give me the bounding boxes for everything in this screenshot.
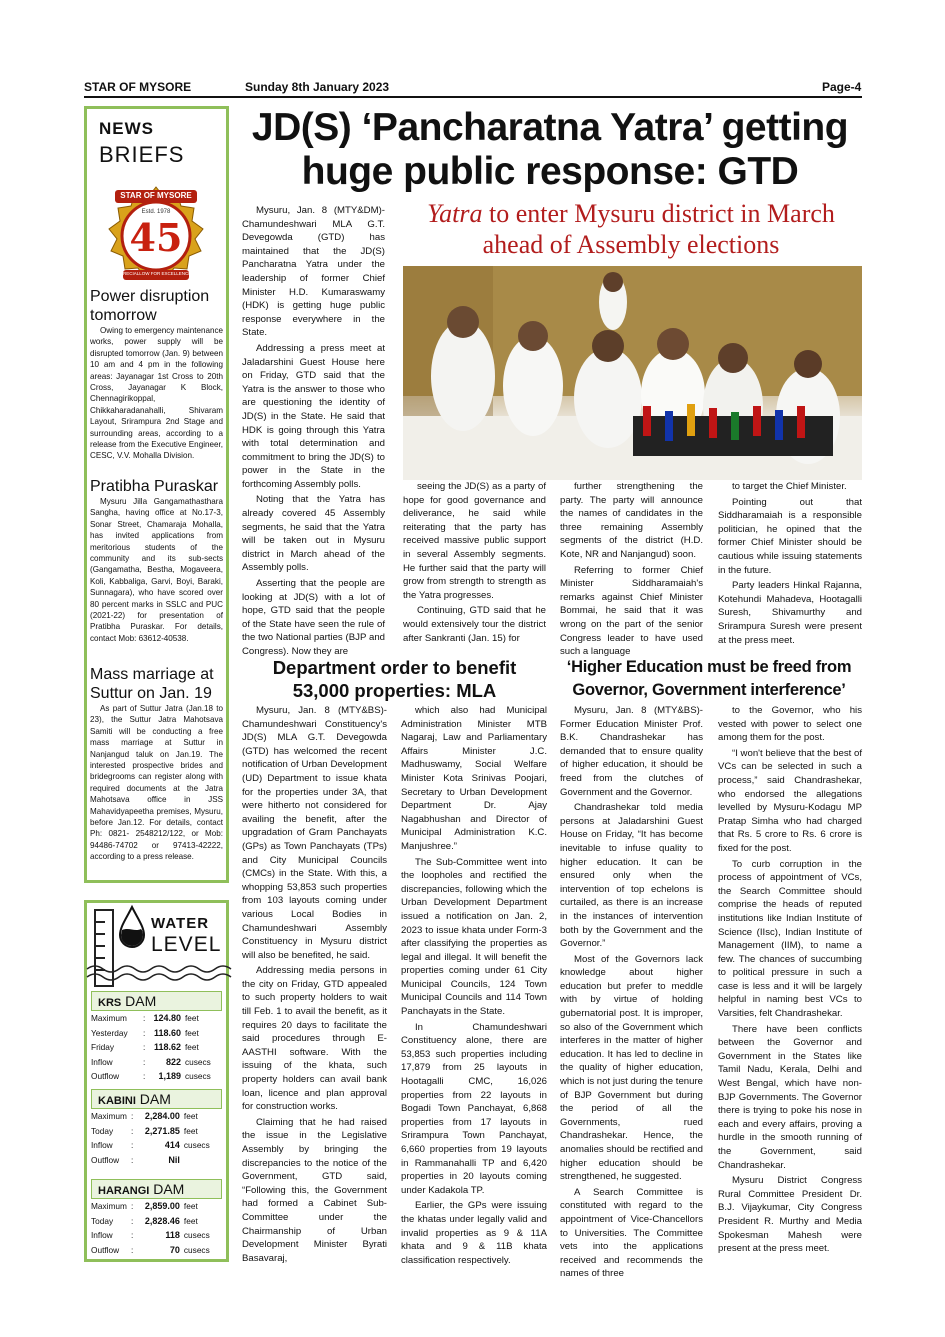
story3-headline-line-2: Governor, Government interference’	[572, 681, 846, 699]
anniversary-logo	[101, 181, 211, 291]
row-value: 822	[165, 1056, 181, 1067]
article-paragraph: seeing the JD(S) as a party of hope for good governance and deliverance, he said while reiterating that the party has received massive public support in several Assembly segments. He further said that the party will grow from strength to strength as the Yatra progresses.	[403, 481, 546, 601]
dam-table	[91, 1199, 219, 1257]
kabini-dam-panel	[91, 1089, 222, 1167]
row-label: Outflow	[91, 1244, 120, 1255]
row-label: Maximum	[91, 1013, 127, 1024]
row-label: Friday	[91, 1042, 115, 1053]
row-label: Today	[91, 1215, 114, 1226]
article-paragraph: which also had Municipal Administration Minister MTB Nagaraj, Law and Parliamentary Affairs Minister J.C. Madhuswamy, Social Welfare Minister Kota Srinivas Poojari, Secretary to Urban Development Department Dr. Ajay Nagabhushan and Director of Municipal Administration K.C. Manjushree.”	[401, 705, 547, 852]
article-paragraph: Chandrashekar told media persons at Jaladarshini Guest House on Friday, “It has become inevitable to infuse quality to higher education. It can be ensured only when the intervention of top echelons is curtailed, as there is an increase in the instances of intervention both by the Government and the Governor.”	[560, 802, 703, 950]
brief-pratibha	[90, 477, 223, 644]
row-value: 124.80	[153, 1013, 181, 1024]
row-label: Maximum	[91, 1111, 127, 1122]
row-unit: feet	[183, 1201, 198, 1212]
dam-row: Yesterday : 118.60 feet	[91, 1026, 219, 1041]
dam-header	[91, 1089, 222, 1109]
dam-table	[91, 1011, 219, 1084]
article-paragraph: Mysuru, Jan. 8 (MTY&DM)- Chamundeshwari MLA G.T. Devegowda (GTD) has maintained that the JD(S) Pancharatna Yatra under the leadership of former Chief Minister H.D. Kumaraswamy (HDK) is getting huge public response everywhere in the State.	[242, 205, 385, 339]
subhead-rest: to enter Mysuru district in March	[482, 199, 835, 228]
brief-mass-marriage	[90, 665, 223, 863]
page-number: Page-4	[822, 80, 862, 94]
row-unit: feet	[183, 1111, 198, 1122]
dam-tag: KABINI	[98, 1095, 136, 1107]
logo-number: 45	[129, 215, 183, 260]
main-subheadline	[392, 198, 870, 260]
article-paragraph: Continuing, GTD said that he would extensively tour the district after Sankranti (Jan. 15) for	[403, 605, 546, 644]
dam-row: Inflow : 414 cusecs	[91, 1138, 219, 1153]
dam-row: Today : 2,271.85 feet	[91, 1124, 219, 1139]
brief-title: Mass marriage at Suttur on Jan. 19	[90, 666, 214, 702]
row-unit: cusecs	[183, 1230, 210, 1241]
row-unit: cusecs	[185, 1056, 211, 1067]
news-briefs-box	[84, 106, 229, 883]
row-label: Yesterday	[91, 1027, 128, 1038]
row-unit	[180, 1153, 219, 1168]
logo-top-text: STAR OF MYSORE	[120, 191, 192, 200]
story3-col-2	[718, 704, 862, 1266]
dam-header	[91, 1179, 222, 1199]
dam-row: Maximum : 2,859.00 feet	[91, 1199, 219, 1214]
article-paragraph: To curb corruption in the process of appointment of VCs, the Search Committee should comprise the heads of reputed institutions like Indian Institute of Science (IIsc), Indian Institute of Management (IIM), to name a few. The chances of succumbing to political pressure in such a case is less and it will be largely helpful in naming best VCs to Varsities, felt Chandrashekar.	[718, 858, 862, 1020]
row-label: Outflow	[91, 1071, 120, 1082]
story2-headline-line-2: 53,000 properties: MLA	[292, 680, 497, 701]
headline-line-2: huge public response: GTD	[301, 150, 799, 193]
story2-col-2	[401, 704, 547, 1266]
row-label: Today	[91, 1125, 114, 1136]
story2-headline	[242, 656, 547, 702]
row-value: 1,189	[158, 1071, 181, 1082]
story2-col-1	[242, 704, 387, 1266]
level-label: LEVEL	[151, 933, 222, 956]
row-unit: feet	[185, 1013, 199, 1024]
row-value: Nil	[168, 1154, 180, 1165]
headline-line-1: JD(S) ‘Pancharatna Yatra’ getting	[251, 106, 849, 149]
dam-word: DAM	[153, 1181, 185, 1197]
dam-header	[91, 991, 222, 1011]
news-label: NEWS	[99, 119, 154, 138]
story2-headline-line-1: Department order to benefit	[272, 657, 517, 678]
article-paragraph: Party leaders Hinkal Rajanna, Kotehundi Mahadeva, Hootagalli Suresh, Shivamurthy and Srirampura Suresh were present at the press meet.	[718, 580, 862, 646]
main-story-col-3	[560, 480, 703, 658]
row-label: Inflow	[91, 1140, 113, 1151]
row-label: Inflow	[91, 1056, 113, 1067]
dam-row: Outflow : Nil	[91, 1153, 219, 1168]
article-paragraph: “I won't believe that the best of VCs can be selected in such a process,” said Chandrashekar, who endorsed the allegations levelled by Mysuru-Kodagu MP Pratap Simha who had charged that Rs. 5 crore to Rs. 6 crore is fixed for the post.	[718, 747, 862, 854]
article-paragraph: There have been conflicts between the Governor and Government in the States like Tamil Nadu, Kerala, Delhi and West Bengal, which have non-BJP Governments. The Governor there is trying to poke his nose in each and every affairs, proving a hurdle in the smooth running of the Government, said Chandrashekar.	[718, 1023, 862, 1171]
dam-row: Maximum : 124.80 feet	[91, 1011, 219, 1026]
row-value: 118	[165, 1230, 180, 1241]
article-paragraph: Mysuru District Congress Rural Committee President Dr. B.J. Vijaykumar, City Congress President R. Murthy and Media Spokesman Mahesh were present at the press meet.	[718, 1175, 862, 1255]
row-value: 2,271.85	[144, 1125, 180, 1136]
article-paragraph: to target the Chief Minister.	[732, 481, 847, 492]
row-unit: feet	[183, 1125, 198, 1136]
dam-row: Inflow : 118 cusecs	[91, 1228, 219, 1243]
brief-title: Power disruption tomorrow	[90, 288, 210, 324]
row-value: 70	[169, 1244, 180, 1255]
krs-dam-panel	[91, 991, 222, 1084]
row-value: 2,828.46	[144, 1215, 180, 1226]
article-paragraph: Noting that the Yatra has already covered 45 Assembly segments, he said that the Yatra will be taken out in Mysuru district in March ahead of the Assembly polls.	[242, 494, 385, 574]
brief-power	[90, 287, 223, 462]
header-rule	[84, 96, 862, 98]
row-value: 414	[164, 1140, 180, 1151]
row-unit: cusecs	[183, 1244, 210, 1255]
dam-row: Inflow : 822 cusecs	[91, 1055, 219, 1070]
article-paragraph: Earlier, the GPs were issuing the khatas under legally valid and invalid properties as 9 & 11A khata and 9 & 11B khata classification respectively.	[401, 1200, 547, 1266]
main-story-col-2	[403, 480, 546, 650]
water-label: WATER	[151, 915, 210, 932]
article-paragraph: Mysuru, Jan. 8 (MTY&BS)- Former Education Minister Prof. B.K. Chandrashekar has demanded that to ensure quality of higher education, it should be freed from the clutches of Government and the Governor.	[560, 705, 703, 798]
article-paragraph: The Sub-Committee went into the loopholes and rectified the discrepancies, following which the Urban Development Department issued a notification on Jan. 2, 2023 to issue khata under Form-3 after classifying the properties as legal and illegal. It will benefit the properties coming under 61 City Municipal Councils, 124 Town Municipal Councils and 114 Town Panchayats in the State.	[401, 856, 547, 1018]
row-unit: cusecs	[183, 1140, 210, 1151]
row-value: 2,859.00	[144, 1201, 180, 1212]
article-paragraph: Addressing a press meet at Jaladarshini Guest House here on Friday, GTD said that the Yatra is the answer to those who are questioning the identity of JD(S) in the State. He said that HDK is going through this Yatra with total determination and commitment to bring the JD(S) to power in the State in the forthcoming Assembly polls.	[242, 342, 385, 490]
story3-headline	[556, 656, 862, 702]
row-value: 2,284.00	[144, 1111, 180, 1122]
logo-estd: Estd. 1978	[141, 209, 171, 215]
water-level-box	[84, 900, 229, 1262]
paper-name: STAR OF MYSORE	[84, 80, 192, 94]
subhead-italic: Yatra	[427, 199, 483, 228]
dam-word: DAM	[139, 1091, 171, 1107]
article-paragraph: Most of the Governors lack knowledge about higher education but prefer to meddle with by virtue of holding gubernatorial post. It is improper, so also of the Government which interferes in the matter of higher education. It has led to decline in the quality of higher education, which is not just during the tenure of BJP Government but during the period of all the Governments, rued Chandrashekar. Hence, the anomalies should be rectified and higher education should be strengthened, he suggested.	[560, 953, 703, 1183]
briefs-label: BRIEFS	[99, 142, 185, 167]
harangi-dam-panel	[91, 1179, 222, 1257]
water-drop-icon	[117, 905, 147, 949]
dam-table	[91, 1109, 219, 1167]
dam-tag: HARANGI	[98, 1185, 150, 1197]
press-meet-photo	[403, 266, 862, 480]
row-unit: feet	[183, 1215, 198, 1226]
story3-headline-line-1: ‘Higher Education must be freed from	[566, 658, 852, 676]
brief-body: As part of Suttur Jatra (Jan.18 to 23), the Suttur Jatra Mahotsava Samiti will be conducting a free mass marriage at Suttur in Nanjangud taluk on Jan.19. The interested prospective brides and bridegrooms can register along with required documents at the Jatra Mahotsava office in JSS Mahavidyapeetha premises, Mysuru, before Jan.12. For details, contact Ph: 0821- 2548212/122, or Mob: 94486-74702 or 97413-42222, according to a press release.	[90, 704, 223, 862]
issue-date: Sunday 8th January 2023	[245, 80, 390, 94]
brief-body: Mysuru Jilla Gangamathasthara Sangha, having office at No.17-3, Sonar Street, Chamaraja Mohalla, has invited applications from meritorious students of the community and its sub-sects (Gangamatha, Bestha, Mogaveera, Koli, Kabbaliga, Garvi, Boyi, Baraki, Sunnagara), who have scored over 80 percent marks in SSLC and PUC (2021-22) for presentation of Pratibha Puraskar. For details, contact Mob: 63612-40538.	[90, 497, 223, 643]
row-unit: cusecs	[185, 1071, 211, 1082]
article-paragraph: to the Governor, who his vested with power to select one among them for the post.	[718, 705, 862, 744]
row-label: Inflow	[91, 1230, 113, 1241]
logo-bottom-text: RECIALLOW FOR EXCELLENCE	[123, 271, 192, 276]
dam-row: Today : 2,828.46 feet	[91, 1214, 219, 1229]
row-value: 118.62	[153, 1042, 181, 1053]
article-paragraph: In Chamundeshwari Constituency alone, there are 53,853 such properties including 17,879 from 25 layouts in Hootagalli CMC, 16,026 properties from 22 layouts in Bogadi Town Panchayat, 6,868 properties from 17 layouts in Srirampura Town Panchayat, 6,660 properties from 19 layouts in Rammanahalli TP and 6,420 properties in 20 layouts coming under Kadakola TP.	[401, 1021, 547, 1196]
article-paragraph: Referring to former Chief Minister Siddharamaiah's remarks against Chief Minister Bommai, he said that it was wrong on the part of the senior Congress leader to have used such a language	[560, 564, 703, 658]
dam-row: Maximum : 2,284.00 feet	[91, 1109, 219, 1124]
article-paragraph: Asserting that the people are looking at JD(S) with a lot of hope, GTD said that the people of the State have seen the rule of the two National parties (BJP and Congress). Now they are	[242, 578, 385, 657]
story3-col-1	[560, 704, 703, 1280]
article-paragraph: Pointing out that Siddharamaiah is a responsible politician, he opined that the former Chief Minister should be cautious while issuing statements in the future.	[718, 496, 862, 576]
dam-row: Friday : 118.62 feet	[91, 1040, 219, 1055]
dam-row: Outflow : 1,189 cusecs	[91, 1069, 219, 1084]
brief-body: Owing to emergency maintenance works, power supply will be disrupted tomorrow (Jan. 9) between 10 am and 4 pm in the following areas: Jayanagar 1st Cross to 20th Cross, Jayanagar K Block, Chennagirikoppal, Chikkaharadanahalli, Shivaram Layout, Srirampura 2nd Stage and surrounding areas, according to a release from the Executive Engineer, CESC, V.V. Mohalla Division.	[90, 326, 223, 461]
row-unit: feet	[185, 1042, 199, 1053]
dam-row: Outflow : 70 cusecs	[91, 1243, 219, 1258]
article-paragraph: Claiming that he had raised the issue in the Legislative Assembly by bringing the discrepancies to the notice of the Government, GTD said, “Following this, the Government had formed a Cabinet Sub-Committee under the Chairmanship of Urban Development Minister Byrati Basavaraj,	[242, 1116, 387, 1264]
article-paragraph: Addressing media persons in the city on Friday, GTD appealed to such property holders to wait till Feb. 1 to avail the benefit, as it requires 20 days to facilitate the said procedures through E-AASTHI software. With the issuing of the khata, such property holders can avail bank loan, licence and plan approval for construction works.	[242, 965, 387, 1113]
main-story-col-4	[718, 480, 862, 650]
article-paragraph: A Search Committee is constituted with regard to the appointment of Vice-Chancellors to Universities. The Committee vets into the applications received and recommends the names of three	[560, 1186, 703, 1280]
row-label: Maximum	[91, 1201, 127, 1212]
article-paragraph: Mysuru, Jan. 8 (MTY&BS)- Chamundeshwari Constituency's JD(S) MLA G.T. Devegowda (GTD) has welcomed the recent notification of Urban Development (UD) Department to issue khata for the properties under 3A, that were hitherto not considered for availing the benefit, after the upgradation of Gram Panchayats (GPs) as Town Panchayats (TPs) and City Municipal Councils (CMCs) in the State. With this, a whopping 53,853 such properties from 103 layouts coming under various Local Bodies in Chamundeshwari Assembly Constituency in Mysuru district will also be benefited, he said.	[242, 705, 387, 961]
row-value: 118.60	[153, 1027, 181, 1038]
main-story-col-1	[242, 204, 385, 657]
brief-title: Pratibha Puraskar	[90, 478, 219, 495]
dam-word: DAM	[125, 993, 157, 1009]
subhead-line-2: ahead of Assembly elections	[482, 230, 780, 259]
article-paragraph: further strengthening the party. The party will announce the names of candidates in the three remaining Assembly segments of the district (H.D. Kote, NR and Nanjangud) soon.	[560, 481, 703, 560]
row-unit: feet	[185, 1027, 199, 1038]
main-headline	[238, 106, 862, 194]
wave-graphic	[87, 959, 226, 985]
dam-tag: KRS	[98, 997, 122, 1009]
row-label: Outflow	[91, 1154, 120, 1165]
